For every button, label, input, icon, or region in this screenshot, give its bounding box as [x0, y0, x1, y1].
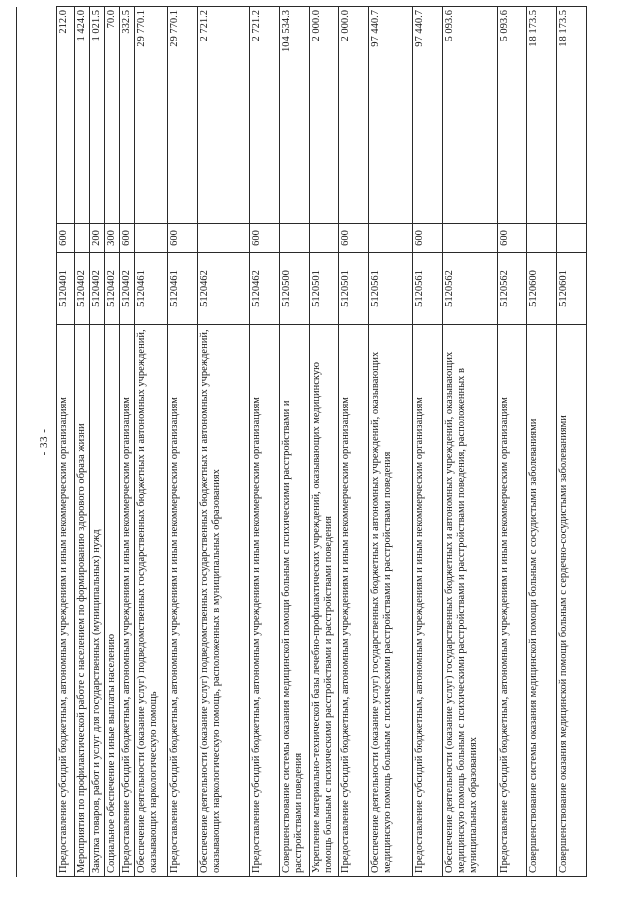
- row-name: Социальное обеспечение и иные выплаты населению: [105, 325, 120, 877]
- row-code: 5120402: [90, 253, 105, 325]
- row-name: Предоставление субсидий бюджетным, автономным учреждениям и иным некоммерческим организациям: [339, 325, 369, 877]
- table-row: [527, 7, 557, 877]
- row-type: [527, 224, 557, 253]
- row-amount: 2 721.2: [250, 7, 280, 224]
- row-amount: 97 440.7: [369, 7, 413, 224]
- row-type: [557, 224, 587, 253]
- row-code: 5120561: [369, 253, 413, 325]
- row-code: 5120501: [339, 253, 369, 325]
- row-type: 600: [413, 224, 443, 253]
- row-code: 5120402: [75, 253, 90, 325]
- row-type: [135, 224, 168, 253]
- row-type: 600: [339, 224, 369, 253]
- row-amount: 104 534.3: [280, 7, 310, 224]
- row-name: Предоставление субсидий бюджетным, автономным учреждениям и иным некоммерческим организациям: [120, 325, 135, 877]
- row-type: [75, 224, 90, 253]
- row-code: 5120401: [57, 253, 75, 325]
- table-row: [413, 7, 443, 877]
- row-name: Совершенствование системы оказания медицинской помощи больным с психическими расстройствами и расстройствами поведения: [280, 325, 310, 877]
- row-name: Обеспечение деятельности (оказание услуг) подведомственных государственных бюджетных и автономных учреждений, оказывающих наркологическую помощь: [135, 325, 168, 877]
- row-name: Предоставление субсидий бюджетным, автономным учреждениям и иным некоммерческим организациям: [168, 325, 198, 877]
- table-row: [280, 7, 310, 877]
- row-type: [369, 224, 413, 253]
- row-name: Укрепление материально-технической базы лечебно-профилактических учреждений, оказывающих медицинскую помощь больным с психическими расстройствами и расстройствами поведения: [310, 325, 339, 877]
- row-amount: 332.5: [120, 7, 135, 224]
- row-name: Обеспечение деятельности (оказание услуг) подведомственных государственных бюджетных и автономных учреждений, оказывающих наркологическую помощь, расположенных в муниципальных образованиях: [198, 325, 250, 877]
- table-row: [498, 7, 527, 877]
- row-amount: 1 424.0: [75, 7, 90, 224]
- row-amount: 18 173.5: [527, 7, 557, 224]
- table-row: [443, 7, 498, 877]
- row-amount: 29 770.1: [168, 7, 198, 224]
- table-row: [310, 7, 339, 877]
- row-name: Предоставление субсидий бюджетным, автономным учреждениям и иным некоммерческим организациям: [250, 325, 280, 877]
- page-number: - 33 -: [38, 428, 50, 456]
- row-code: 5120462: [250, 253, 280, 325]
- row-name: Мероприятия по профилактической работе с населением по формированию здорового образа жизни: [75, 325, 90, 877]
- row-name: Обеспечение деятельности (оказание услуг) государственных бюджетных и автономных учреждений, оказывающих медицинскую помощь больным с психическими расстройствами и расстройствами поведения, расположенных в муниципальных образованиях: [443, 325, 498, 877]
- row-name: Предоставление субсидий бюджетным, автономным учреждениям и иным некоммерческим организациям: [57, 325, 75, 877]
- row-amount: 2 000.0: [339, 7, 369, 224]
- row-type: [280, 224, 310, 253]
- row-amount: 70.0: [105, 7, 120, 224]
- table-row: [75, 7, 90, 877]
- row-code: 5120600: [527, 253, 557, 325]
- budget-table: [56, 6, 587, 877]
- row-amount: 5 093.6: [498, 7, 527, 224]
- table-row: [135, 7, 168, 877]
- table-row: [90, 7, 105, 877]
- row-amount: 29 770.1: [135, 7, 168, 224]
- table-row: [105, 7, 120, 877]
- row-amount: 2 000.0: [310, 7, 339, 224]
- row-type: 600: [120, 224, 135, 253]
- row-type: 300: [105, 224, 120, 253]
- row-code: 5120601: [557, 253, 587, 325]
- budget-table-body: [57, 7, 587, 877]
- row-type: 600: [250, 224, 280, 253]
- row-name: Предоставление субсидий бюджетным, автономным учреждениям и иным некоммерческим организациям: [413, 325, 443, 877]
- row-code: 5120501: [310, 253, 339, 325]
- row-code: 5120562: [498, 253, 527, 325]
- row-type: 600: [57, 224, 75, 253]
- row-type: 200: [90, 224, 105, 253]
- row-name: Совершенствование системы оказания медицинской помощи больным с сосудистыми заболеваниями: [527, 325, 557, 877]
- table-row: [557, 7, 587, 877]
- row-code: 5120402: [105, 253, 120, 325]
- row-code: 5120461: [135, 253, 168, 325]
- table-row: [250, 7, 280, 877]
- row-amount: 212.0: [57, 7, 75, 224]
- row-type: [310, 224, 339, 253]
- row-amount: 5 093.6: [443, 7, 498, 224]
- row-type: [198, 224, 250, 253]
- table-row: [339, 7, 369, 877]
- row-type: 600: [168, 224, 198, 253]
- row-type: 600: [498, 224, 527, 253]
- row-amount: 1 021.5: [90, 7, 105, 224]
- row-amount: 97 440.7: [413, 7, 443, 224]
- rotated-landscape-sheet: [30, 7, 638, 877]
- row-amount: 18 173.5: [557, 7, 587, 224]
- table-row: [57, 7, 75, 877]
- row-name: Предоставление субсидий бюджетным, автономным учреждениям и иным некоммерческим организациям: [498, 325, 527, 877]
- row-code: 5120462: [198, 253, 250, 325]
- row-name: Закупка товаров, работ и услуг для государственных (муниципальных) нужд: [90, 325, 105, 877]
- row-code: 5120561: [413, 253, 443, 325]
- table-row: [198, 7, 250, 877]
- sheet-top-rule: [16, 7, 17, 877]
- row-name: Обеспечение деятельности (оказание услуг) государственных бюджетных и автономных учреждений, оказывающих медицинскую помощь больным с психическими расстройствами и расстройствами поведения: [369, 325, 413, 877]
- table-row: [120, 7, 135, 877]
- row-code: 5120402: [120, 253, 135, 325]
- row-amount: 2 721.2: [198, 7, 250, 224]
- row-type: [443, 224, 498, 253]
- row-code: 5120562: [443, 253, 498, 325]
- table-row: [369, 7, 413, 877]
- row-code: 5120500: [280, 253, 310, 325]
- row-code: 5120461: [168, 253, 198, 325]
- row-name: Совершенствование оказания медицинской помощи больным с сердечно-сосудистыми заболеваниями: [557, 325, 587, 877]
- table-row: [168, 7, 198, 877]
